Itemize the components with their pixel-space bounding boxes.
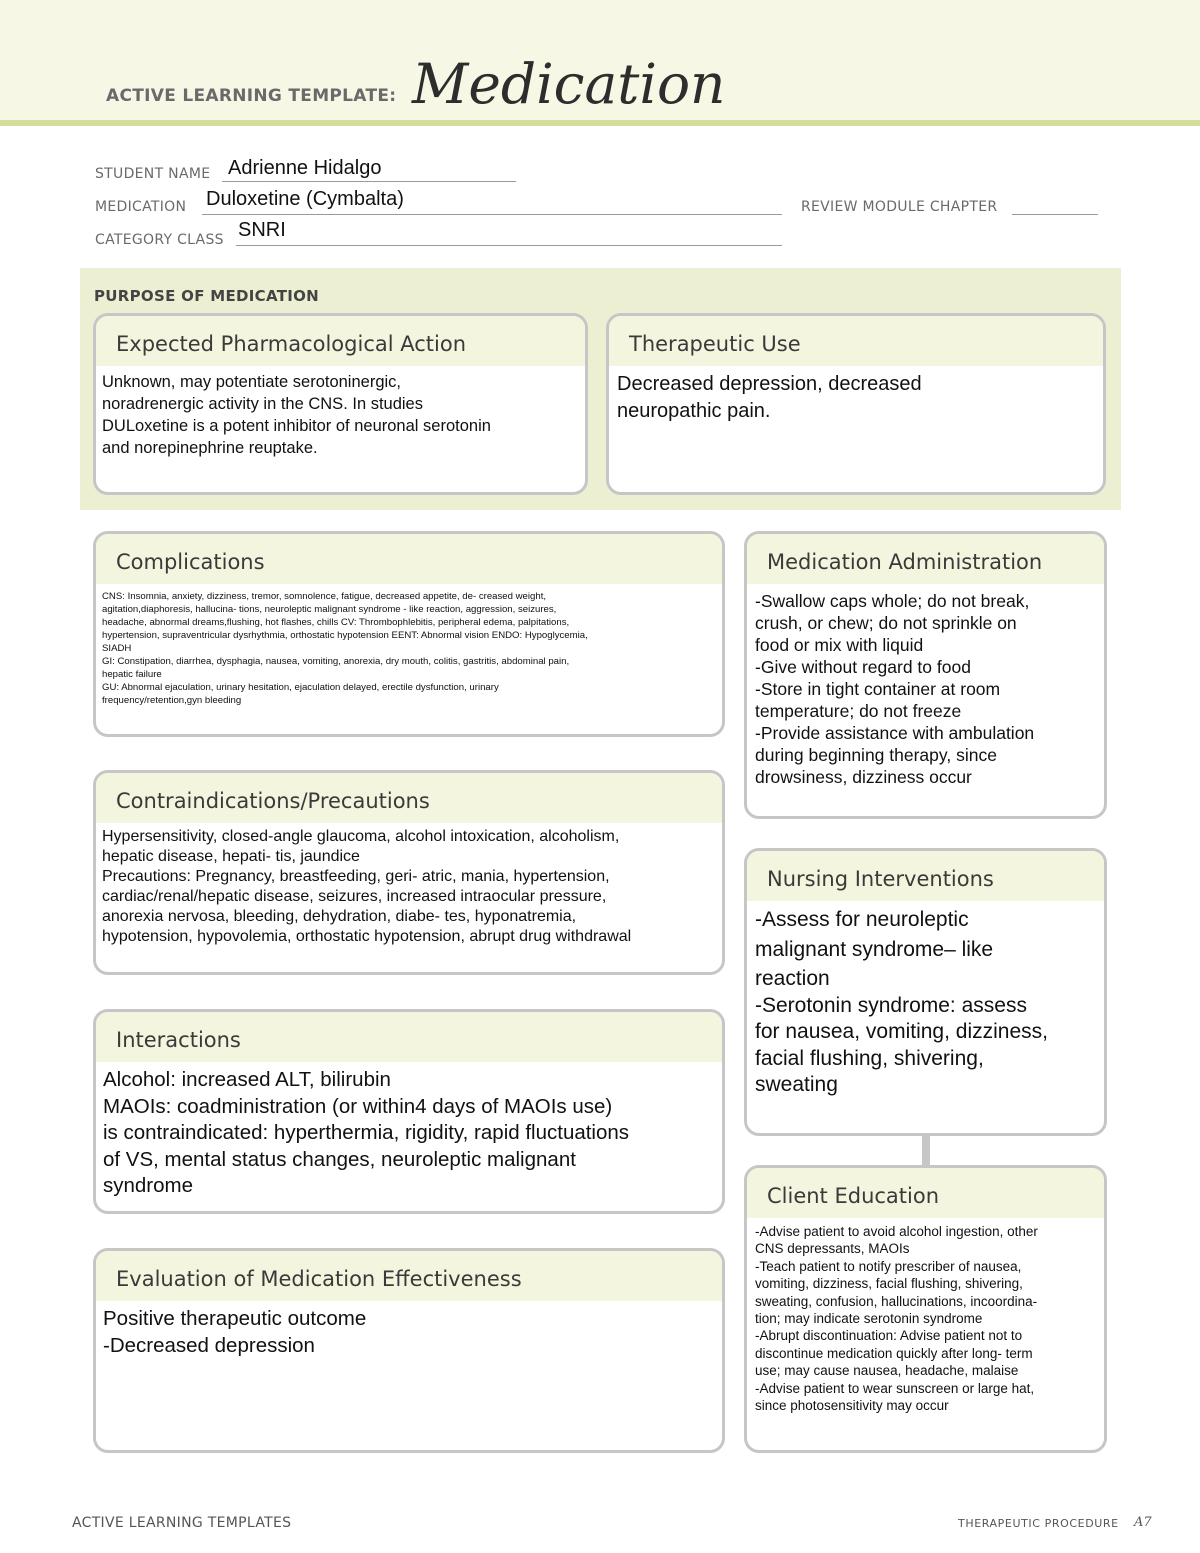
therapeutic-use-box	[606, 313, 1106, 495]
header-divider	[0, 120, 1200, 126]
interactions-line: syndrome	[103, 1174, 194, 1197]
client-education-line: -Advise patient to avoid alcohol ingestion, other	[755, 1224, 1038, 1239]
complications-line: hypertension, supraventricular dysrhythmia, orthostatic hypotension EENT: Abnormal vision ENDO: Hypoglycemia,	[102, 630, 588, 641]
contraindications-line: Precautions: Pregnancy, breastfeeding, geri- atric, mania, hypertension,	[102, 868, 610, 885]
contraindications-line: Hypersensitivity, closed-angle glaucoma, alcohol intoxication, alcoholism,	[102, 828, 620, 845]
administration-line: -Swallow caps whole; do not break,	[755, 591, 1030, 611]
student-name-line	[222, 181, 516, 182]
interactions-line: MAOIs: coadministration (or within4 days of MAOIs use)	[103, 1094, 613, 1118]
expected-action-line: DULoxetine is a potent inhibitor of neuronal serotonin	[102, 417, 491, 435]
expected-action-line: and norepinephrine reuptake.	[102, 439, 318, 457]
complications-line: SIADH	[102, 643, 132, 654]
client-education-title: Client Education	[747, 1168, 1104, 1218]
nursing-line: for nausea, vomiting, dizziness,	[755, 1020, 1048, 1043]
nursing-line: -Assess for neuroleptic	[755, 908, 969, 931]
administration-line: -Provide assistance with ambulation	[755, 723, 1035, 743]
nursing-line: facial flushing, shivering,	[755, 1046, 984, 1070]
review-module-line	[1012, 214, 1098, 215]
interactions-box	[93, 1009, 725, 1214]
medication-line	[202, 214, 782, 215]
client-education-line: -Advise patient to wear sunscreen or large hat,	[755, 1380, 1035, 1396]
contraindications-box	[93, 770, 725, 975]
administration-title: Medication Administration	[747, 534, 1104, 584]
expected-action-line: noradrenergic activity in the CNS. In studies	[102, 395, 423, 413]
complications-line: GI: Constipation, diarrhea, dysphagia, nausea, vomiting, anorexia, dry mouth, colitis, gastritis, abdominal pain,	[102, 656, 570, 667]
therapeutic-use-text[interactable]	[609, 366, 1103, 425]
therapeutic-use-title: Therapeutic Use	[609, 316, 1103, 366]
evaluation-title: Evaluation of Medication Effectiveness	[96, 1251, 722, 1301]
client-education-line: vomiting, dizziness, facial flushing, shivering,	[755, 1276, 1023, 1292]
footer-section-label: THERAPEUTIC PROCEDURE	[958, 1517, 1119, 1530]
administration-line: crush, or chew; do not sprinkle on	[755, 613, 1017, 633]
complications-line: frequency/retention,gyn bleeding	[102, 695, 242, 706]
administration-line: temperature; do not freeze	[755, 701, 962, 721]
box-connector	[922, 1134, 930, 1168]
review-module-label: REVIEW MODULE CHAPTER	[801, 199, 998, 215]
contraindications-line: cardiac/renal/hepatic disease, seizures, increased intraocular pressure,	[102, 888, 607, 905]
template-label: ACTIVE LEARNING TEMPLATE:	[106, 86, 397, 106]
student-name-label: STUDENT NAME	[95, 166, 211, 182]
evaluation-line: Positive therapeutic outcome	[103, 1307, 367, 1330]
complications-line: CNS: Insomnia, anxiety, dizziness, tremor, somnolence, fatigue, decreased appetite, de- creased weight,	[102, 591, 547, 602]
therapeutic-use-line: neuropathic pain.	[617, 400, 771, 422]
complications-text[interactable]	[96, 584, 722, 707]
administration-line: food or mix with liquid	[755, 635, 924, 655]
interactions-line: Alcohol: increased ALT, bilirubin	[103, 1068, 391, 1091]
category-class-line	[236, 245, 782, 246]
complications-box	[93, 531, 725, 737]
expected-action-text[interactable]	[96, 366, 585, 459]
client-education-line: discontinue medication quickly after long- term	[755, 1345, 1033, 1361]
complications-line: GU: Abnormal ejaculation, urinary hesitation, ejaculation delayed, erectile dysfunction, urinary	[102, 682, 499, 693]
contraindications-line: hepatic disease, hepati- tis, jaundice	[102, 848, 360, 865]
footer-page-number: A7	[1134, 1515, 1152, 1530]
client-education-line: since photosensitivity may occur	[755, 1398, 949, 1414]
nursing-box	[744, 848, 1107, 1136]
client-education-line: tion; may indicate serotonin syndrome	[755, 1311, 983, 1327]
medication-field[interactable]: Duloxetine (Cymbalta)	[206, 188, 404, 210]
interactions-text[interactable]	[96, 1062, 722, 1200]
administration-text[interactable]	[747, 584, 1104, 788]
purpose-title: PURPOSE OF MEDICATION	[94, 287, 320, 305]
contraindications-text[interactable]	[96, 823, 722, 947]
complications-line: hepatic failure	[102, 669, 162, 680]
client-education-line: sweating, confusion, hallucinations, incoordina-	[755, 1293, 1038, 1309]
complications-title: Complications	[96, 534, 722, 584]
medication-label: MEDICATION	[95, 199, 187, 215]
contraindications-line: anorexia nervosa, bleeding, dehydration, diabe- tes, hyponatremia,	[102, 908, 577, 925]
category-class-label: CATEGORY CLASS	[95, 232, 224, 248]
administration-box	[744, 531, 1107, 819]
client-education-text[interactable]	[747, 1218, 1104, 1414]
category-class-field[interactable]: SNRI	[238, 219, 286, 241]
interactions-title: Interactions	[96, 1012, 722, 1062]
administration-line: -Give without regard to food	[755, 657, 971, 677]
client-education-line: CNS depressants, MAOIs	[755, 1241, 910, 1257]
client-education-line: -Teach patient to notify prescriber of nausea,	[755, 1258, 1022, 1274]
client-education-line: use; may cause nausea, headache, malaise	[755, 1363, 1019, 1379]
nursing-line: malignant syndrome– like	[755, 937, 994, 961]
footer-templates-label: ACTIVE LEARNING TEMPLATES	[72, 1515, 292, 1531]
evaluation-line: -Decreased depression	[103, 1334, 315, 1357]
therapeutic-use-line: Decreased depression, decreased	[617, 373, 922, 395]
complications-line: agitation,diaphoresis, hallucina- tions, neuroleptic malignant syndrome - like reaction, aggression, seizures,	[102, 604, 557, 615]
expected-action-title: Expected Pharmacological Action	[96, 316, 585, 366]
nursing-text[interactable]	[747, 901, 1104, 1099]
expected-action-box	[93, 313, 588, 495]
client-education-box	[744, 1165, 1107, 1453]
evaluation-text[interactable]	[96, 1301, 722, 1359]
administration-line: drowsiness, dizziness occur	[755, 767, 972, 787]
contraindications-title: Contraindications/Precautions	[96, 773, 722, 823]
administration-line: -Store in tight container at room	[755, 679, 1001, 699]
administration-line: during beginning therapy, since	[755, 745, 997, 765]
evaluation-box	[93, 1248, 725, 1453]
nursing-title: Nursing Interventions	[747, 851, 1104, 901]
expected-action-line: Unknown, may potentiate serotoninergic,	[102, 373, 401, 391]
nursing-line: sweating	[755, 1073, 838, 1096]
nursing-line: -Serotonin syndrome: assess	[755, 993, 1027, 1017]
student-name-field[interactable]: Adrienne Hidalgo	[228, 157, 382, 179]
template-title: Medication	[412, 52, 726, 116]
contraindications-line: hypotension, hypovolemia, orthostatic hypotension, abrupt drug withdrawal	[102, 928, 632, 945]
interactions-line: of VS, mental status changes, neuroleptic malignant	[103, 1147, 576, 1171]
nursing-line: reaction	[755, 967, 830, 990]
client-education-line: -Abrupt discontinuation: Advise patient not to	[755, 1328, 1023, 1344]
interactions-line: is contraindicated: hyperthermia, rigidity, rapid fluctuations	[103, 1121, 630, 1144]
complications-line: headache, abnormal dreams,flushing, hot flashes, chills CV: Thrombophlebitis, peripheral edema, palpitations,	[102, 617, 570, 628]
